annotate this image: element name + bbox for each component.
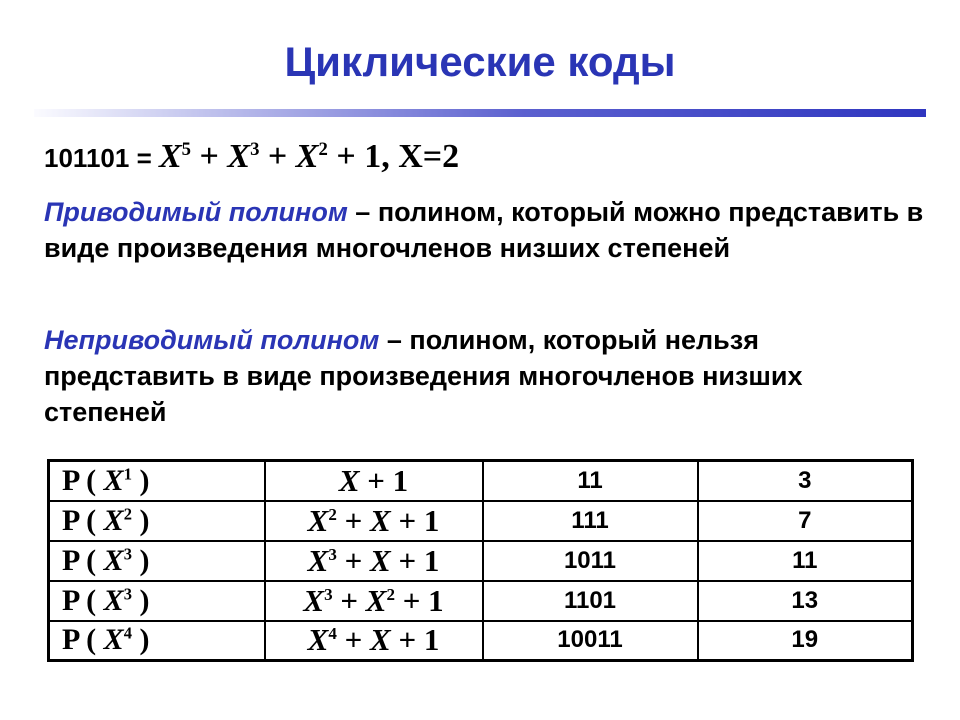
- paren-close: ): [131, 503, 150, 537]
- polynomial-name-cell: [49, 501, 265, 541]
- decimal-cell: 3: [698, 461, 913, 501]
- decimal-cell: 13: [698, 581, 913, 621]
- binary-cell: 10011: [483, 621, 698, 661]
- paren-open: (: [78, 583, 104, 617]
- poly-operator: + 1: [394, 582, 444, 618]
- polynomial-expression-cell: [265, 461, 483, 501]
- polynomial-name-cell: [49, 541, 265, 581]
- poly-var: X: [370, 622, 391, 658]
- degree: 2: [123, 503, 132, 523]
- paren-close: ): [131, 543, 150, 577]
- x-var: X: [103, 623, 124, 657]
- table-row: [49, 581, 913, 621]
- paren-open: (: [78, 463, 104, 497]
- table-row: [49, 621, 913, 661]
- poly-var: X: [303, 582, 325, 618]
- term-var: X: [295, 138, 319, 175]
- poly-exponent: 4: [328, 624, 337, 644]
- poly-operator: + 1: [390, 502, 440, 538]
- term-exponent: 5: [181, 138, 192, 160]
- paren-close: ): [131, 463, 150, 497]
- table-row: [49, 461, 913, 501]
- polynomial-name-cell: [49, 581, 265, 621]
- poly-operator: +: [336, 542, 370, 578]
- term-exponent: 2: [318, 138, 328, 160]
- x-var: X: [103, 583, 124, 617]
- definition-reducible: [44, 194, 924, 266]
- equals-sign: =: [136, 143, 152, 173]
- table-row: [49, 501, 913, 541]
- degree: 3: [123, 543, 132, 563]
- degree: 4: [123, 623, 132, 643]
- poly-var: X: [370, 502, 391, 538]
- binary-cell: 11: [483, 461, 698, 501]
- paren-open: (: [78, 503, 104, 537]
- poly-var: X: [370, 542, 391, 578]
- binary-value: 101101: [44, 143, 130, 173]
- decimal-cell: 19: [698, 621, 913, 661]
- polynomial-formula: [44, 138, 459, 176]
- term-operator: +: [259, 138, 296, 175]
- term-var: X: [227, 138, 251, 175]
- poly-operator: + 1: [390, 622, 440, 658]
- polynomial-expression-cell: [265, 501, 483, 541]
- definition-text: – полином, который можно представить в виде произведения многочленов низших степеней: [44, 197, 924, 263]
- p-label: P: [62, 543, 79, 577]
- poly-operator: + 1: [390, 542, 440, 578]
- binary-cell: 1101: [483, 581, 698, 621]
- x-var: X: [103, 503, 124, 537]
- term-var: X: [158, 138, 182, 175]
- poly-operator: +: [336, 622, 370, 658]
- polynomial-table: [47, 459, 914, 662]
- table-row: [49, 541, 913, 581]
- polynomial-name-cell: [49, 461, 265, 501]
- definition-irreducible: [44, 322, 924, 430]
- term-operator: + 1,: [327, 138, 399, 175]
- definition-text: – полином, который нельзя представить в виде произведения многочленов низших степеней: [44, 325, 803, 427]
- poly-var: X: [307, 502, 329, 538]
- base-note: X=2: [398, 138, 460, 175]
- poly-operator: + 1: [359, 462, 409, 498]
- poly-operator: +: [336, 502, 370, 538]
- decimal-cell: 11: [698, 541, 913, 581]
- degree: 1: [123, 464, 132, 484]
- polynomial-name-cell: [49, 621, 265, 661]
- poly-var: X: [307, 542, 329, 578]
- polynomial-expression-cell: [265, 621, 483, 661]
- poly-exponent: 2: [386, 584, 395, 604]
- p-label: P: [62, 503, 79, 537]
- paren-close: ): [131, 623, 150, 657]
- title-divider: [34, 109, 926, 117]
- p-label: P: [62, 583, 79, 617]
- poly-operator: +: [332, 582, 366, 618]
- term-operator: +: [191, 138, 228, 175]
- paren-open: (: [78, 623, 104, 657]
- definition-term: Неприводимый полином: [44, 325, 380, 355]
- decimal-cell: 7: [698, 501, 913, 541]
- binary-cell: 111: [483, 501, 698, 541]
- term-exponent: 3: [250, 138, 260, 160]
- p-label: P: [62, 623, 79, 657]
- degree: 3: [123, 583, 132, 603]
- polynomial-expression-cell: [265, 581, 483, 621]
- slide-title: Циклические коды: [284, 38, 676, 85]
- poly-var: X: [338, 462, 360, 498]
- poly-var: X: [307, 622, 329, 658]
- p-label: P: [62, 463, 79, 497]
- poly-exponent: 3: [328, 544, 337, 564]
- paren-open: (: [78, 543, 104, 577]
- definition-term: Приводимый полином: [44, 197, 348, 227]
- paren-close: ): [131, 583, 150, 617]
- poly-exponent: 3: [324, 584, 333, 604]
- poly-var: X: [365, 582, 387, 618]
- polynomial-expression: [159, 138, 459, 175]
- poly-exponent: 2: [328, 504, 337, 524]
- binary-cell: 1011: [483, 541, 698, 581]
- x-var: X: [103, 543, 124, 577]
- x-var: X: [103, 463, 124, 497]
- polynomial-expression-cell: [265, 541, 483, 581]
